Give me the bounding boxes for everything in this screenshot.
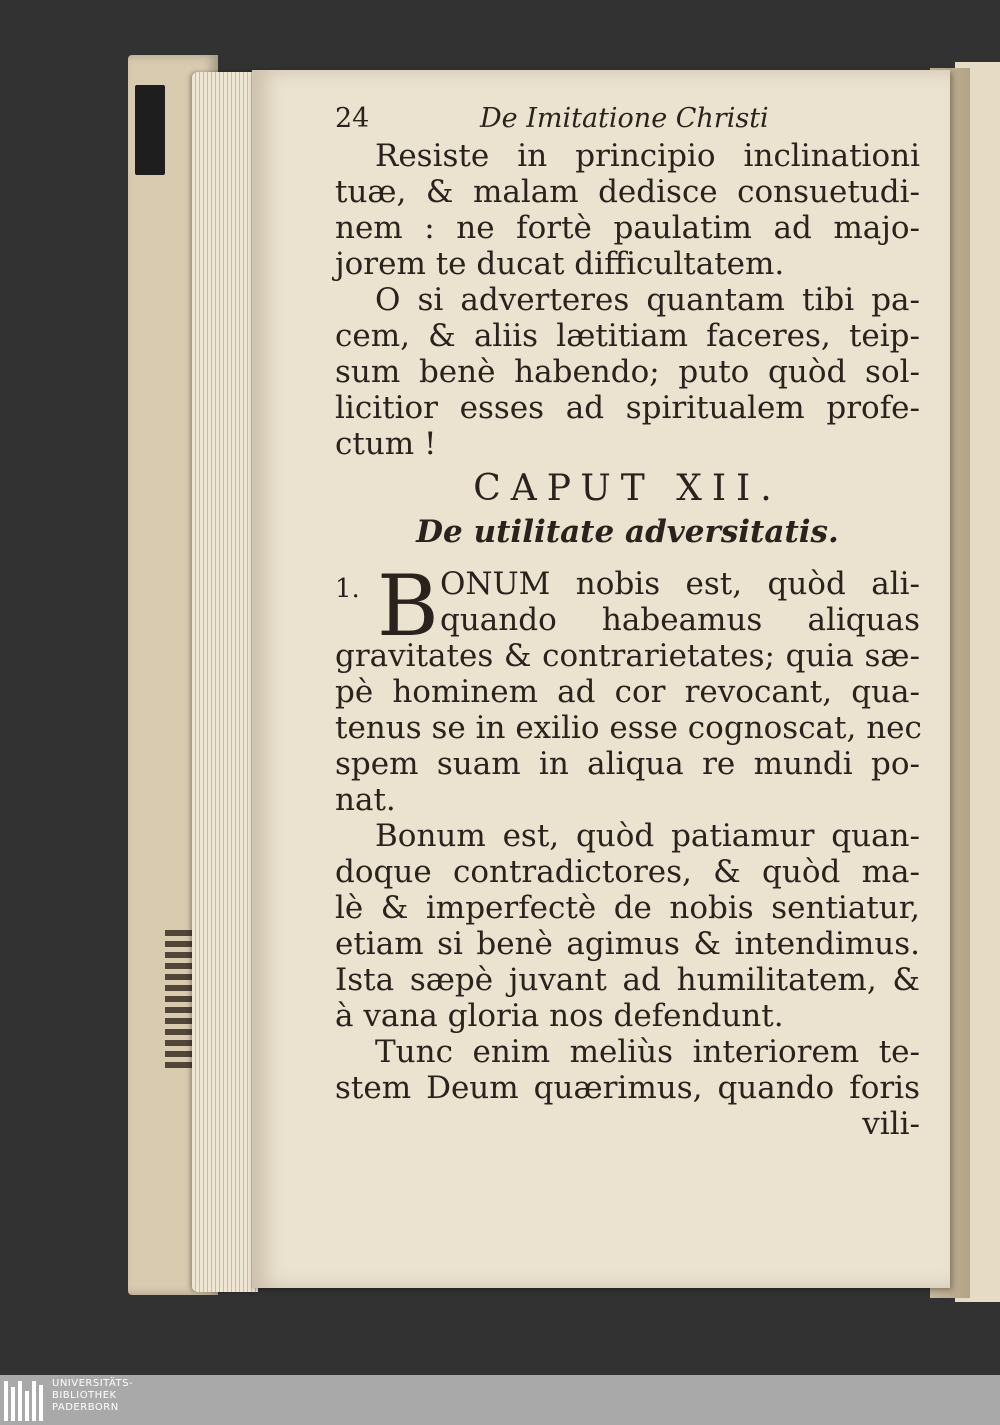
text-line: tenus se in exilio esse cognoscat, nec	[335, 710, 922, 746]
text-line: à vana gloria nos defendunt.	[335, 998, 784, 1034]
section-number: 1.	[335, 574, 360, 604]
text-line: tuæ, & malam dedisce consuetudi-	[335, 174, 920, 210]
text-line: gravitates & contrarietates; quia sæ-	[335, 638, 920, 674]
page-text	[335, 98, 920, 1142]
text-line: Resiste in principio inclinationi	[375, 138, 920, 174]
text-line: spem suam in aliqua re mundi po-	[335, 746, 920, 782]
text-line: pè hominem ad cor revocant, qua-	[335, 674, 920, 710]
text-line: sum benè habendo; puto quòd sol-	[335, 354, 920, 390]
text-line: jorem te ducat difficultatem.	[335, 246, 785, 282]
drop-cap: B	[377, 557, 439, 655]
chapter-title: De utilitate adversitatis.	[416, 514, 839, 550]
cover-damage	[135, 85, 165, 175]
library-name	[52, 1378, 133, 1414]
text-line: stem Deum quærimus, quando foris	[335, 1070, 920, 1106]
text-line: quando habeamus aliquas	[440, 602, 920, 638]
page-number: 24	[335, 102, 370, 134]
text-line: O si adverteres quantam tibi pa-	[375, 282, 920, 318]
library-footer	[0, 1375, 1000, 1425]
text-line: etiam si benè agimus & intendimus.	[335, 926, 920, 962]
text-line: Tunc enim meliùs interiorem te-	[375, 1034, 920, 1070]
library-line: PADERBORN	[52, 1402, 119, 1413]
text-line: Ista sæpè juvant ad humilitatem, &	[335, 962, 920, 998]
text-line: nem : ne fortè paulatim ad majo-	[335, 210, 920, 246]
text-line: ctum !	[335, 426, 437, 462]
chapter-heading: CAPUT XII.	[473, 468, 782, 509]
text-line: cem, & aliis lætitiam faceres, teip-	[335, 318, 920, 354]
text-line: doque contradictores, & quòd ma-	[335, 854, 920, 890]
text-line: nat.	[335, 782, 396, 818]
library-logo-icon	[2, 1379, 46, 1421]
running-header	[335, 98, 920, 138]
running-title: De Imitatione Christi	[480, 102, 769, 134]
catchword: vili-	[862, 1106, 920, 1142]
page-edges	[192, 72, 258, 1292]
library-line: BIBLIOTHEK	[52, 1390, 117, 1401]
library-line: UNIVERSITÄTS-	[52, 1378, 134, 1389]
text-line: licitior esses ad spiritualem profe-	[335, 390, 920, 426]
text-line: ONUM nobis est, quòd ali-	[440, 566, 920, 602]
text-line: lè & imperfectè de nobis sentiatur,	[335, 890, 920, 926]
text-line: Bonum est, quòd patiamur quan-	[375, 818, 920, 854]
drop-cap-block	[335, 557, 920, 655]
